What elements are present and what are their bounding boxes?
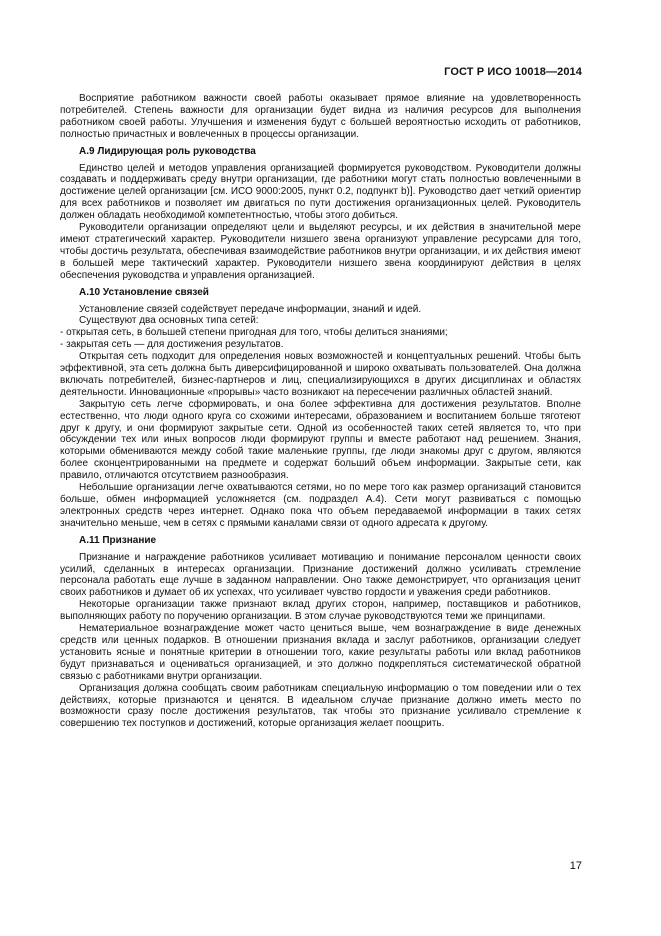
- paragraph: Признание и награждение работников усиливает мотивацию и понимание персоналом ценности своих усилий, сделанных в интересах организации. Признание достижений должно усиливать стремление персонала работать еще лучше в заданном направлении. Оно также демонстрирует, что организация ценит своих работников и думает об их успехах, что усиливает чувство гордости и уважения среди работников.: [60, 551, 581, 599]
- paragraph: Существуют два основных типа сетей:: [79, 315, 259, 327]
- list-item: - открытая сеть, в большей степени пригодная для того, чтобы делиться знаниями;: [60, 327, 448, 339]
- paragraph: Небольшие организации легче охватываются сетями, но по мере того как размер организаций становится больше, обмен информацией усложняется (см. подраздел А.4). Сети могут развиваться с помощью электронных средств через интернет. Однако пока что объем передаваемой информации в таких сетях значительно меньше, чем в сетях с прямыми каналами связи от одного адресата к другому.: [60, 482, 581, 529]
- paragraph: Закрытую сеть легче сформировать, и она более эффективна для достижения результатов. Вполне естественно, что люди одного круга со схожими интересами, образованием и воспитанием больше тяготеют друг к другу, и они формируют закрытые сети. Одной из особенностей таких сетей является то, что при обсуждении тех или иных вопросов люди формируют группы и вместе работают над решением. Знания, которыми обмениваются между собой такие маленькие группы, где люди знакомы друг с другом, являются более сконцентрированными на предмете и содержат больший объем информации. Закрытые сети, как правило, отличаются отсутствием разнообразия.: [60, 398, 581, 482]
- section-heading-a9: А.9 Лидирующая роль руководства: [79, 145, 256, 157]
- document-header: ГОСТ Р ИСО 10018—2014: [444, 66, 582, 78]
- paragraph: Организация должна сообщать своим работникам специальную информацию о том поведении или о тех действиях, которые признаются и ценятся. В идеальном случае признание должно иметь место по возможности сразу после достижения результатов, так чтобы это признание усиливало стремление к совершению тех поступков и достижений, которые организация желает поощрить.: [60, 682, 581, 730]
- page-number: 17: [569, 860, 582, 872]
- paragraph: Некоторые организации также признают вклад других сторон, например, поставщиков и работников, выполняющих работу по поручению организации. В этом случае руководствуются теми же принципами.: [60, 599, 581, 623]
- list-item: - закрытая сеть — для достижения результатов.: [60, 339, 284, 351]
- intro-paragraph: Восприятие работником важности своей работы оказывает прямое влияние на удовлетворенность потребителей. Степень важности для организации будет видна из наличия ресурсов для выполнения работником своей работы. Улучшения и изменения будут с большей вероятностью исходить от работников, полностью причастных и вовлеченных в процессы организации.: [60, 93, 581, 140]
- paragraph: Единство целей и методов управления организацией формируется руководством. Руководители должны создавать и поддерживать среду внутри организации, где работники могут стать полностью вовлеченными в достижение целей организации [см. ИСО 9000:2005, пункт 0.2, подпункт b)]. Руководство дает четкий ориентир для всех работников и позволяет им двигаться по пути достижения организационных целей. Руководитель должен обладать необходимой компетентностью, чтобы этого добиться.: [60, 162, 581, 222]
- paragraph: Руководители организации определяют цели и выделяют ресурсы, и их действия в значительной мере имеют стратегический характер. Руководители низшего звена организуют управление ресурсами для того, чтобы достичь результата, обеспечивая взаимодействие работников внутри организации, и их действия имеют в большей мере тактический характер. Руководители низшего звена координируют действия в целях обеспечения руководства и управления организацией.: [60, 222, 581, 281]
- section-heading-a10: А.10 Установление связей: [79, 286, 209, 298]
- paragraph: Установление связей содействует передаче информации, знаний и идей.: [79, 303, 422, 315]
- paragraph: Открытая сеть подходит для определения новых возможностей и концептуальных решений. Чтобы быть эффективной, эта сеть должна быть диверсифицированной и широко охватывать пользователей. Она должна включать потребителей, бизнес-партнеров и лиц, специализирующихся в других дисциплинах и областях деятельности. Инновационные «прорывы» часто возникают на пересечении различных областей знаний.: [60, 351, 581, 398]
- section-heading-a11: А.11 Признание: [79, 534, 157, 546]
- document-body: [60, 93, 581, 730]
- paragraph: Нематериальное вознаграждение может часто цениться выше, чем вознаграждение в виде денежных средств или ценных подарков. В отношении признания вклада и заслуг работников, организации следует установить ясные и понятные критерии в отношении того, какие результаты работы или вклад работников будут признаваться и оцениваться организацией, и это должно подкрепляться систематической обратной связью с работниками внутри организации.: [60, 623, 581, 682]
